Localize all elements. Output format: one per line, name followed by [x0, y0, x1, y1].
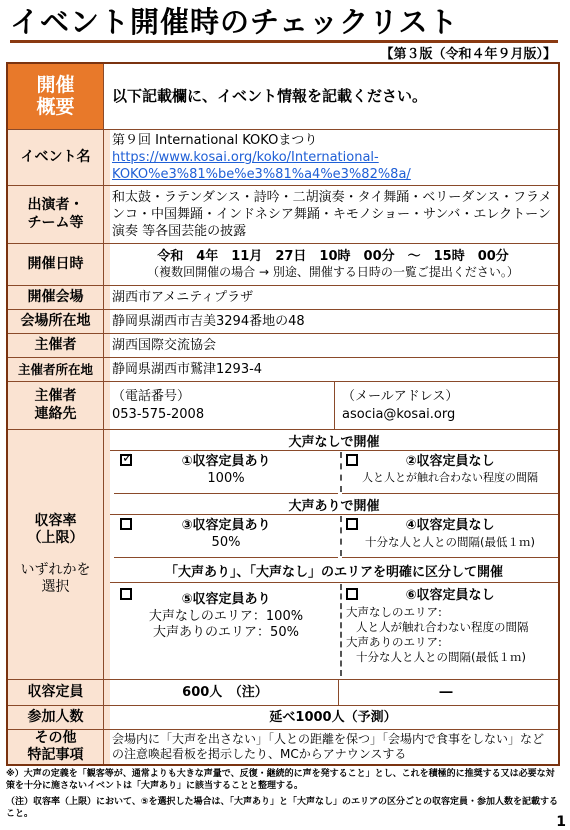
option-6-line3: 大声ありのエリア:	[346, 634, 442, 649]
performers-label: 出演者・ チーム等	[8, 186, 104, 243]
option-5-line2: 大声ありのエリア：50%	[153, 625, 299, 641]
event-name-row	[8, 130, 558, 186]
note-loud-definition: ※）大声の定義を「観客等が、通常よりも大きな声量で、反復・継続的に声を発すること」とし、これを積極的に推奨する又は必要な対策を十分に施さないイベントは「大声あり」に該当することと整理する。	[6, 769, 555, 791]
phone-value: 053-575-2008	[112, 406, 205, 422]
event-name-value	[112, 130, 554, 185]
mail-label: （メールアドレス）	[342, 389, 459, 405]
option-3-checkbox[interactable]	[120, 518, 132, 530]
option-1-checkbox[interactable]	[120, 454, 132, 466]
capacity-label: 収容率 （上限） いずれかを 選択	[8, 430, 104, 679]
capacity-limit-right: ―	[439, 684, 453, 700]
contact-label: 主催者 連絡先	[8, 382, 104, 429]
note-capacity: （注）収容率（上限）において、⑤を選択した場合は、「大声あり」と「大声なし」のエリアの区分ごとの収容定員・参加人数を記載すること。	[6, 797, 558, 819]
datetime-row	[8, 244, 558, 286]
option-6-line1: 大声なしのエリア:	[346, 604, 442, 619]
mixed-header: 「大声あり」、「大声なし」のエリアを明確に区分して開催	[110, 558, 558, 583]
option-4-title: ④収容定員なし	[405, 518, 495, 533]
organizer-value: 湖西国際交流協会	[112, 337, 217, 353]
organizer-address-row	[8, 358, 558, 382]
participants-value: 延べ1000人（予測）	[269, 709, 397, 725]
other-value: 会場内に「大声を出さない」「人との距離を保つ」「会場内で食事をしない」などの注意喚起看板を掲示したり、MCからアナウンスする	[112, 732, 545, 761]
option-4-checkbox[interactable]	[346, 518, 358, 530]
option-6	[342, 582, 558, 678]
venue-value: 湖西市アメニティプラザ	[112, 289, 254, 305]
page-number: 1	[556, 814, 566, 830]
contact-row	[8, 382, 558, 430]
capacity-row	[8, 430, 558, 680]
option-2	[342, 450, 558, 494]
venue-address-label: 会場所在地	[8, 310, 104, 333]
option-4-value: 十分な人と人との間隔(最低１ｍ)	[365, 534, 535, 549]
organizer-label: 主催者	[8, 334, 104, 357]
event-name-label: イベント名	[8, 130, 104, 185]
overview-row	[8, 64, 558, 130]
performers-row	[8, 186, 558, 244]
organizer-address-label: 主催者所在地	[8, 358, 104, 381]
performers-value: 和太鼓・ラテンダンス・詩吟・二胡演奏・タイ舞踊・ベリーダンス・フラメンコ・中国舞踊・インドネシア舞踊・キモノショー・サンバ・エレクトーン演奏 等各国芸能の披露	[112, 189, 552, 240]
event-url-link-cont[interactable]: KOKO%e3%81%be%e3%81%a4%e3%82%8a/	[112, 167, 411, 183]
venue-row	[8, 286, 558, 310]
venue-address-row	[8, 310, 558, 334]
capacity-limit-label: 収容定員	[8, 680, 104, 705]
venue-label: 開催会場	[8, 286, 104, 309]
capacity-limit-row	[8, 680, 558, 706]
organizer-address-value: 静岡県湖西市鷲津1293-4	[112, 361, 263, 377]
option-6-checkbox[interactable]	[346, 588, 358, 600]
option-3	[114, 514, 338, 558]
overview-text: 以下記載欄に、イベント情報を記載ください。	[112, 86, 428, 105]
option-1-title: ①収容定員あり	[181, 454, 271, 469]
venue-address-value: 静岡県湖西市吉美3294番地の48	[112, 313, 305, 329]
option-3-title: ③収容定員あり	[181, 518, 271, 533]
other-label: その他 特記事項	[8, 730, 104, 764]
option-5-line1: 大声なしのエリア：100%	[148, 608, 304, 624]
option-2-value: 人と人とが触れ合わない程度の間隔	[362, 470, 538, 484]
event-name-text: 第９回 International KOKOまつり	[112, 132, 318, 148]
option-6-line2: 人と人が触れ合わない程度の間隔	[356, 619, 529, 634]
datetime-note: （複数回開催の場合 → 別途、開催する日時の一覧ご提出ください。）	[147, 265, 519, 280]
option-1-value: 100%	[207, 470, 245, 486]
organizer-row	[8, 334, 558, 358]
event-url-link[interactable]: https://www.kosai.org/koko/International-	[112, 149, 379, 165]
option-6-line4: 十分な人と人との間隔(最低１ｍ)	[356, 649, 526, 664]
mail-value: asocia@kosai.org	[342, 406, 456, 422]
participants-row	[8, 706, 558, 730]
datetime-label: 開催日時	[8, 244, 104, 285]
option-5-title: ⑤収容定員あり	[181, 592, 271, 607]
option-1	[114, 450, 338, 494]
option-2-checkbox[interactable]	[346, 454, 358, 466]
phone-label: （電話番号）	[112, 389, 191, 405]
checklist-form	[6, 62, 560, 766]
option-5-checkbox[interactable]	[120, 588, 132, 600]
contact-mail	[342, 382, 554, 429]
datetime-main: 令和 4年 11月 27日 10時 00分 ～ 15時 00分	[157, 249, 509, 264]
other-row	[8, 730, 558, 764]
overview-label: 開催概要	[8, 64, 104, 129]
capacity-limit-value: 600人 （注）	[182, 684, 268, 700]
option-5	[114, 582, 338, 678]
option-4	[342, 514, 558, 558]
participants-label: 参加人数	[8, 706, 104, 729]
option-3-value: 50%	[211, 534, 241, 550]
version-label: 【第３版（令和４年９月版）】	[380, 47, 556, 62]
datetime-value	[112, 244, 554, 285]
option-2-title: ②収容定員なし	[405, 454, 495, 469]
loud-header: 大声ありで開催	[110, 494, 558, 515]
quiet-header: 大声なしで開催	[110, 430, 558, 451]
contact-phone	[112, 382, 334, 429]
page-title: イベント開催時のチェックリスト	[10, 5, 459, 39]
option-6-title: ⑥収容定員なし	[405, 588, 495, 603]
capacity-options	[110, 430, 558, 679]
